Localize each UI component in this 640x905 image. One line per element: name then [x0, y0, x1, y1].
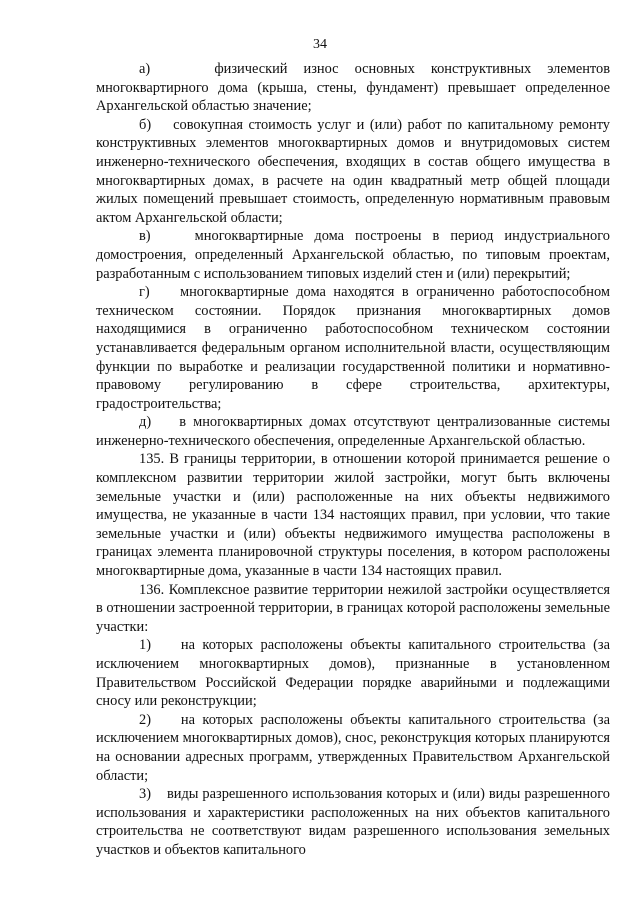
- paragraph-135: 135. В границы территории, в отношении которой принимается решение о комплексном развитии территории жилой застройки, могут быть включены земельные участки и (или) расположенные на них объекты недвижимого имущества, не указанные в части 134 настоящих правил, при условии, что такие земельные участки и (или) объекты недвижимого имущества расположены в границах элемента планировочной структуры поселения, в котором расположены многоквартирные дома, указанные в части 134 настоящих правил.: [96, 451, 610, 580]
- paragraph-136: 136. Комплексное развитие территории нежилой застройки осуществляется в отношении застроенной территории, в границах которой расположены земельные участки:: [96, 581, 610, 635]
- paragraph-b: б) совокупная стоимость услуг и (или) работ по капитальному ремонту конструктивных элементов многоквартирных домов и внутридомовых систем инженерно-технического обеспечения, входящих в состав общего имущества в многоквартирных домах, в расчете на один квадратный метр общей площади жилых помещений превышает стоимость, определенную нормативным правовым актом Архангельской области;: [96, 116, 610, 226]
- paragraph-v: в) многоквартирные дома построены в период индустриального домостроения, определенный Архангельской областью, по типовым проектам, разработанным с использованием типовых изделий стен и (или) перекрытий;: [96, 228, 610, 282]
- paragraph-136-item-2: 2) на которых расположены объекты капитального строительства (за исключением многоквартирных домов), снос, реконструкция которых планируются на основании адресных программ, утвержденных Правительством Архангельской области;: [96, 711, 610, 784]
- page-number: 34: [313, 37, 327, 52]
- paragraph-136-item-1: 1) на которых расположены объекты капитального строительства (за исключением многоквартирных домов), признанные в установленном Правительством Российской Федерации порядке аварийными и подлежащими сносу или реконструкции;: [96, 637, 610, 710]
- document-body: [96, 60, 610, 860]
- paragraph-a: а) физический износ основных конструктивных элементов многоквартирного дома (крыша, стены, фундамент) превышает определенное Архангельской областью значение;: [96, 61, 610, 115]
- paragraph-d: д) в многоквартирных домах отсутствуют централизованные системы инженерно-технического обеспечения, определенные Архангельской областью.: [96, 414, 610, 449]
- paragraph-136-item-3: 3) виды разрешенного использования которых и (или) виды разрешенного использования и характеристики расположенных на них объектов капитального строительства не соответствуют видам разрешенного использования земельных участков и объектов капитального: [96, 786, 610, 858]
- paragraph-g: г) многоквартирные дома находятся в ограниченно работоспособном техническом состоянии. Порядок признания многоквартирных домов находящимися в ограниченно работоспособном техническом состоянии устанавливается федеральным органом исполнительной власти, осуществляющим функции по выработке и реализации государственной политики и нормативно-правовому регулированию в сфере строительства, архитектуры, градостроительства;: [96, 284, 610, 412]
